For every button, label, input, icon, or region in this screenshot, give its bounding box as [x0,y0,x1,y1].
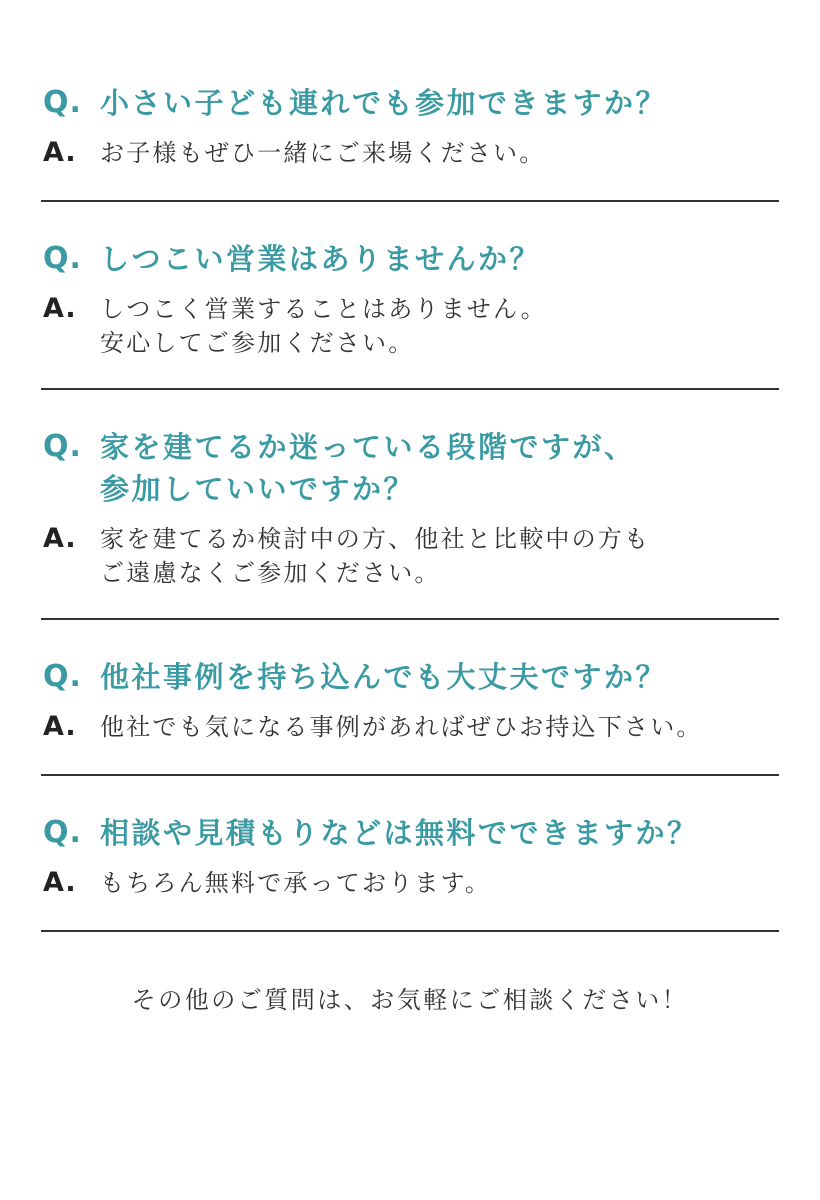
answer-mark: A. [43,293,77,324]
question-mark: Q. [43,429,82,464]
question-row [41,656,779,698]
closing-message: その他のご質問は、お気軽にご相談ください！ [131,986,689,1014]
question-row [41,812,779,854]
answer-row [41,708,779,746]
faq-item [41,656,779,776]
answer-mark: A. [43,523,77,554]
question-text: 小さい子ども連れでも参加できますか？ [100,86,668,120]
answer-row [41,290,779,360]
question-mark: Q. [43,815,82,850]
faq-list [41,82,779,968]
question-mark: Q. [43,659,82,694]
question-row [41,426,779,510]
faq-item [41,238,779,390]
answer-mark: A. [43,867,77,898]
question-text: 家を建てるか迷っている段階ですが、 参加していいですか？ [100,430,636,506]
answer-text: お子様もぜひ一緒にご来場ください。 [100,139,546,167]
answer-text: 他社でも気になる事例があればぜひお持込下さい。 [100,713,703,741]
question-mark: Q. [43,241,82,276]
faq-item [41,812,779,932]
answer-text: しつこく営業することはありません。 安心してご参加ください。 [100,295,547,357]
answer-row [41,134,779,172]
question-row [41,238,779,280]
answer-text: 家を建てるか検討中の方、他社と比較中の方も ご遠慮なくご参加ください。 [100,525,651,587]
faq-item [41,426,779,620]
answer-text: もちろん無料で承っております。 [100,869,492,897]
question-mark: Q. [43,85,82,120]
answer-row [41,520,779,590]
answer-mark: A. [43,137,77,168]
question-row [41,82,779,124]
question-text: 相談や見積もりなどは無料でできますか？ [100,816,699,850]
faq-item [41,82,779,202]
answer-row [41,864,779,902]
answer-mark: A. [43,711,77,742]
question-text: 他社事例を持ち込んでも大丈夫ですか？ [100,660,668,694]
question-text: しつこい営業はありませんか？ [100,242,542,276]
